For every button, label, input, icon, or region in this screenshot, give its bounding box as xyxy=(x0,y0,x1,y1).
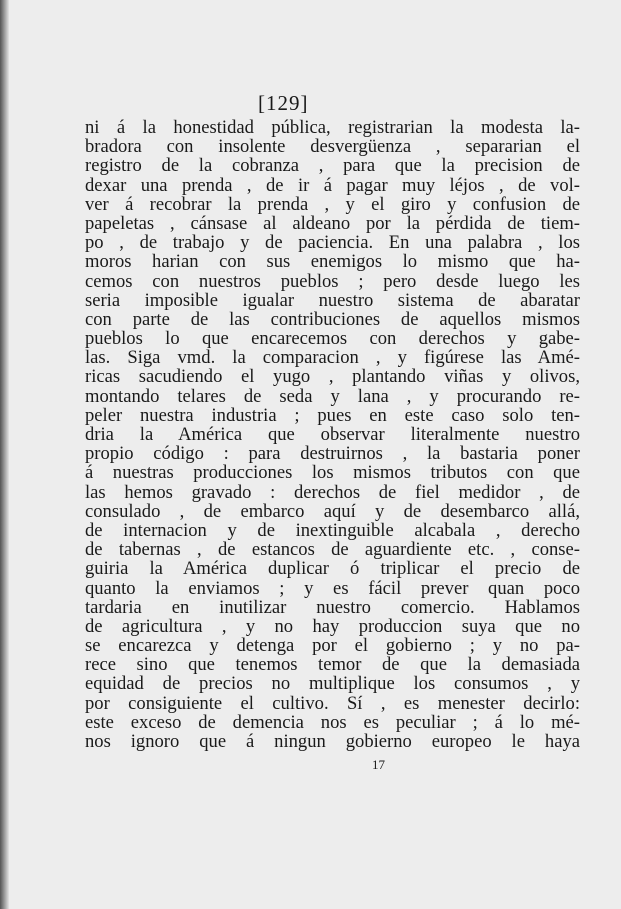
text-line: tardaria en inutilizar nuestro comercio. Hablamos xyxy=(85,597,580,617)
text-line: con parte de las contribuciones de aquellos mismos xyxy=(85,309,580,330)
text-line: consulado , de embarco aquí y de desembarco allá, xyxy=(85,501,580,521)
text-line: propio código : para destruirnos , la bastaria poner xyxy=(85,444,580,464)
text-line: ricas sacudiendo el yugo , plantando viñas y olivos, xyxy=(85,367,580,387)
signature-mark: 17 xyxy=(372,757,385,772)
page-number: [129] xyxy=(258,91,309,115)
text-line: ni á la honestidad pública, registrarian la modesta la- xyxy=(85,118,580,138)
text-line: quanto la enviamos ; y es fácil prever quan poco xyxy=(85,578,580,598)
text-line: guiria la América duplicar ó triplicar el precio de xyxy=(85,559,580,579)
text-line: ver á recobrar la prenda , y el giro y confusion de xyxy=(85,194,580,214)
text-line: se encarezca y detenga por el gobierno ; y no pa- xyxy=(85,636,580,656)
text-line: seria imposible igualar nuestro sistema de abaratar xyxy=(85,290,580,310)
text-line: pueblos lo que encarecemos con derechos y gabe- xyxy=(85,329,580,349)
text-line: las hemos gravado : derechos de fiel medidor , de xyxy=(85,482,580,502)
text-line: papeletas , cánsase al aldeano por la pérdida de tiem- xyxy=(85,213,580,234)
text-line: equidad de precios no multiplique los consumos , y xyxy=(85,674,580,694)
text-line: las. Siga vmd. la comparacion , y figúrese las Amé- xyxy=(85,348,580,368)
text-line: nos ignoro que á ningun gobierno europeo le haya xyxy=(85,732,580,752)
text-line: de agricultura , y no hay produccion suya que no xyxy=(85,616,580,637)
text-line: á nuestras producciones los mismos tributos con que xyxy=(85,463,580,483)
text-line: peler nuestra industria ; pues en este caso solo ten- xyxy=(85,405,580,425)
text-line: dria la América que observar literalmente nuestro xyxy=(85,425,580,445)
text-line: registro de la cobranza , para que la precision de xyxy=(85,156,580,176)
text-line: de internacion y de inextinguible alcabala , derecho xyxy=(85,520,580,541)
text-line: moros harian con sus enemigos lo mismo que ha- xyxy=(85,252,580,272)
page-edge-shadow xyxy=(0,0,9,909)
text-line: por consiguiente el cultivo. Sí , es menester decirlo: xyxy=(85,693,580,713)
body-text xyxy=(85,118,580,751)
text-line: de tabernas , de estancos de aguardiente etc. , conse- xyxy=(85,540,580,560)
text-line: po , de trabajo y de paciencia. En una palabra , los xyxy=(85,233,580,253)
text-line: montando telares de seda y lana , y procurando re- xyxy=(85,386,580,406)
text-line: este exceso de demencia nos es peculiar ; á lo mé- xyxy=(85,712,580,732)
text-line: bradora con insolente desvergüenza , separarian el xyxy=(85,137,580,157)
text-line: rece sino que tenemos temor de que la demasiada xyxy=(85,655,580,675)
text-line: cemos con nuestros pueblos ; pero desde luego les xyxy=(85,271,580,291)
text-line: dexar una prenda , de ir á pagar muy léjos , de vol- xyxy=(85,175,580,195)
